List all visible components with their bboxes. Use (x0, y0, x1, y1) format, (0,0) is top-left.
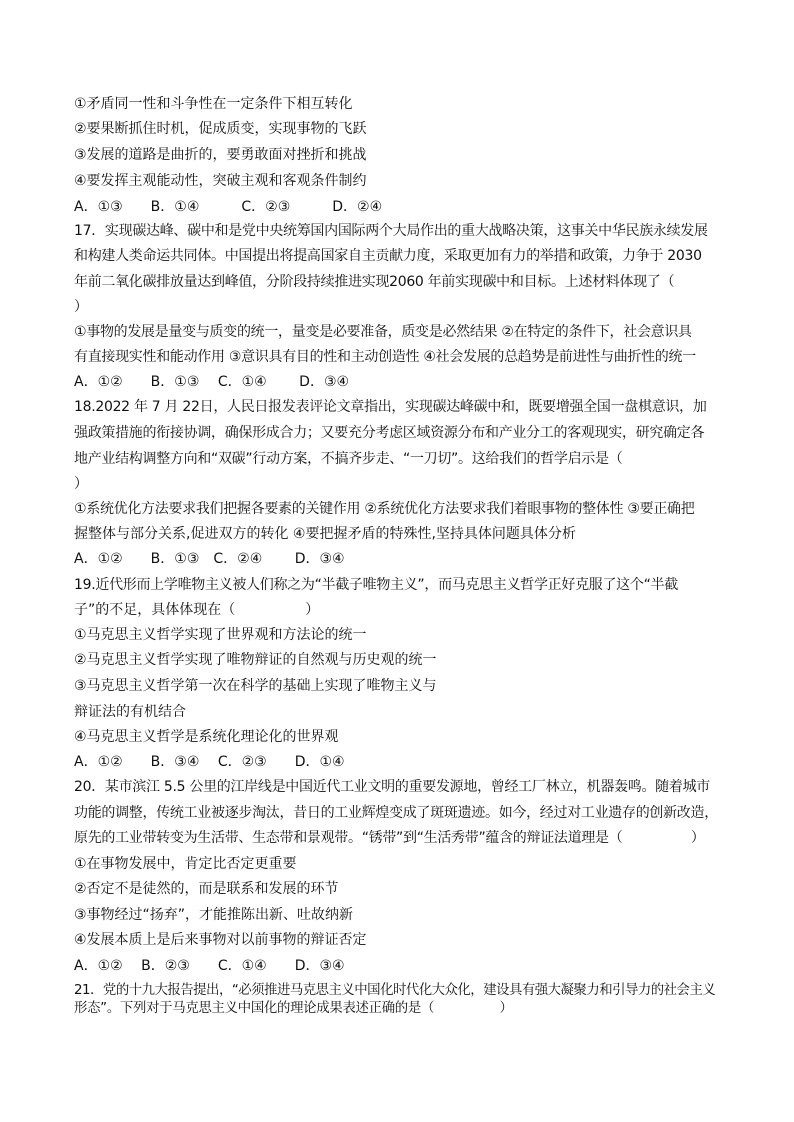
answer-choices: A．①② B．③④ C．②③ D．①④ (74, 754, 345, 770)
answer-choices: A．①② B．①③ C．②④ D．③④ (74, 551, 345, 567)
option-statement: ①系统优化方法要求我们把握各要素的关键作用 ②系统优化方法要求我们着眼事物的整体性 ③要正确把 (74, 501, 695, 517)
option-statement: ②要果断抓住时机，促成质变，实现事物的飞跃 (74, 121, 367, 137)
option-statement: ④发展本质上是后来事物对以前事物的辩证否定 (74, 932, 367, 948)
option-statement: 握整体与部分关系,促进双方的转化 ④要把握矛盾的特殊性,坚持具体问题具体分析 (74, 526, 576, 542)
option-statement: ④要发挥主观能动性，突破主观和客观条件制约 (74, 173, 367, 189)
question-17-text: 年前二氧化碳排放量达到峰值，分阶段持续推进实现2060 年前实现碳中和目标。上述材料体现了（ (74, 274, 675, 290)
question-19-text: 子”的不足，具体体现在（ ） (74, 602, 320, 618)
option-statement: ④马克思主义哲学是系统化理论化的世界观 (74, 729, 339, 745)
option-statement: ③事物经过“扬弃”，才能推陈出新、吐故纳新 (74, 907, 354, 923)
question-17-text: 17．实现碳达峰、碳中和是党中央统筹国内国际两个大局作出的重大战略决策，这事关中华民族永续发展 (74, 223, 708, 239)
question-21-text: 形态”。下列对于马克思主义中国化的理论成果表述正确的是（ ） (74, 1001, 513, 1016)
option-statement: ①马克思主义哲学实现了世界观和方法论的统一 (74, 627, 367, 643)
option-statement: ②马克思主义哲学实现了唯物辩证的自然观与历史观的统一 (74, 652, 437, 668)
option-statement: ②否定不是徒然的，而是联系和发展的环节 (74, 881, 339, 897)
option-statement: ①矛盾同一性和斗争性在一定条件下相互转化 (74, 96, 353, 112)
question-18-text: 强政策措施的衔接协调，确保形成合力；又要充分考虑区域资源分布和产业分工的客观现实，研究确定各 (74, 425, 705, 441)
question-18-text: ） (74, 476, 88, 492)
question-17-text: ） (74, 299, 88, 315)
question-19-text: 19.近代形而上学唯物主义被人们称之为“半截子唯物主义”，而马克思主义哲学正好克服了这个“半截 (74, 577, 678, 593)
answer-choices: A．①② B．①③ C．①④ D．③④ (74, 374, 350, 390)
answer-choices: A．①② B．②③ C．①④ D．③④ (74, 958, 345, 974)
question-20-text: 功能的调整，传统工业被逐步淘汰，昔日的工业辉煌变成了斑斑遗迹。如今，经过对工业遗存的创新改造， (74, 805, 718, 821)
question-17-text: 和构建人类命运共同体。中国提出将提高国家自主贡献力度，采取更加有力的举措和政策，力争于 2030 (74, 248, 702, 264)
question-18-text: 18.2022 年 7 月 22日，人民日报发表评论文章指出，实现碳达峰碳中和，既要增强全国一盘棋意识，加 (74, 399, 707, 415)
question-20-text: 原先的工业带转变为生活带、生态带和景观带。“锈带”到“生活秀带”蕴含的辩证法道理是（ ） (74, 830, 705, 846)
question-18-text: 地产业结构调整方向和“双碳”行动方案，不搞齐步走、“一刀切”。这给我们的哲学启示是（ (74, 451, 623, 467)
option-statement: 有直接现实性和能动作用 ③意识具有目的性和主动创造性 ④社会发展的总趋势是前进性与曲折性的统一 (74, 349, 696, 365)
option-statement: ③发展的道路是曲折的，要勇敢面对挫折和挑战 (74, 147, 367, 163)
question-21-text: 21．党的十九大报告提出，“必须推进马克思主义中国化时代化大众化，建设具有强大凝聚力和引导力的社会主义 (74, 983, 716, 998)
option-statement: ①事物的发展是量变与质变的统一，量变是必要准备，质变是必然结果 ②在特定的条件下，社会意识具 (74, 324, 692, 340)
answer-choices: A．①③ B．①④ C．②③ D．②④ (74, 199, 383, 215)
question-20-text: 20．某市滨江 5.5 公里的江岸线是中国近代工业文明的重要发源地，曾经工厂林立，机器轰鸣。随着城市 (74, 779, 710, 795)
option-statement: ③马克思主义哲学第一次在科学的基础上实现了唯物主义与 (74, 678, 437, 694)
option-statement: 辩证法的有机结合 (74, 704, 186, 720)
option-statement: ①在事物发展中，肯定比否定更重要 (74, 856, 297, 872)
